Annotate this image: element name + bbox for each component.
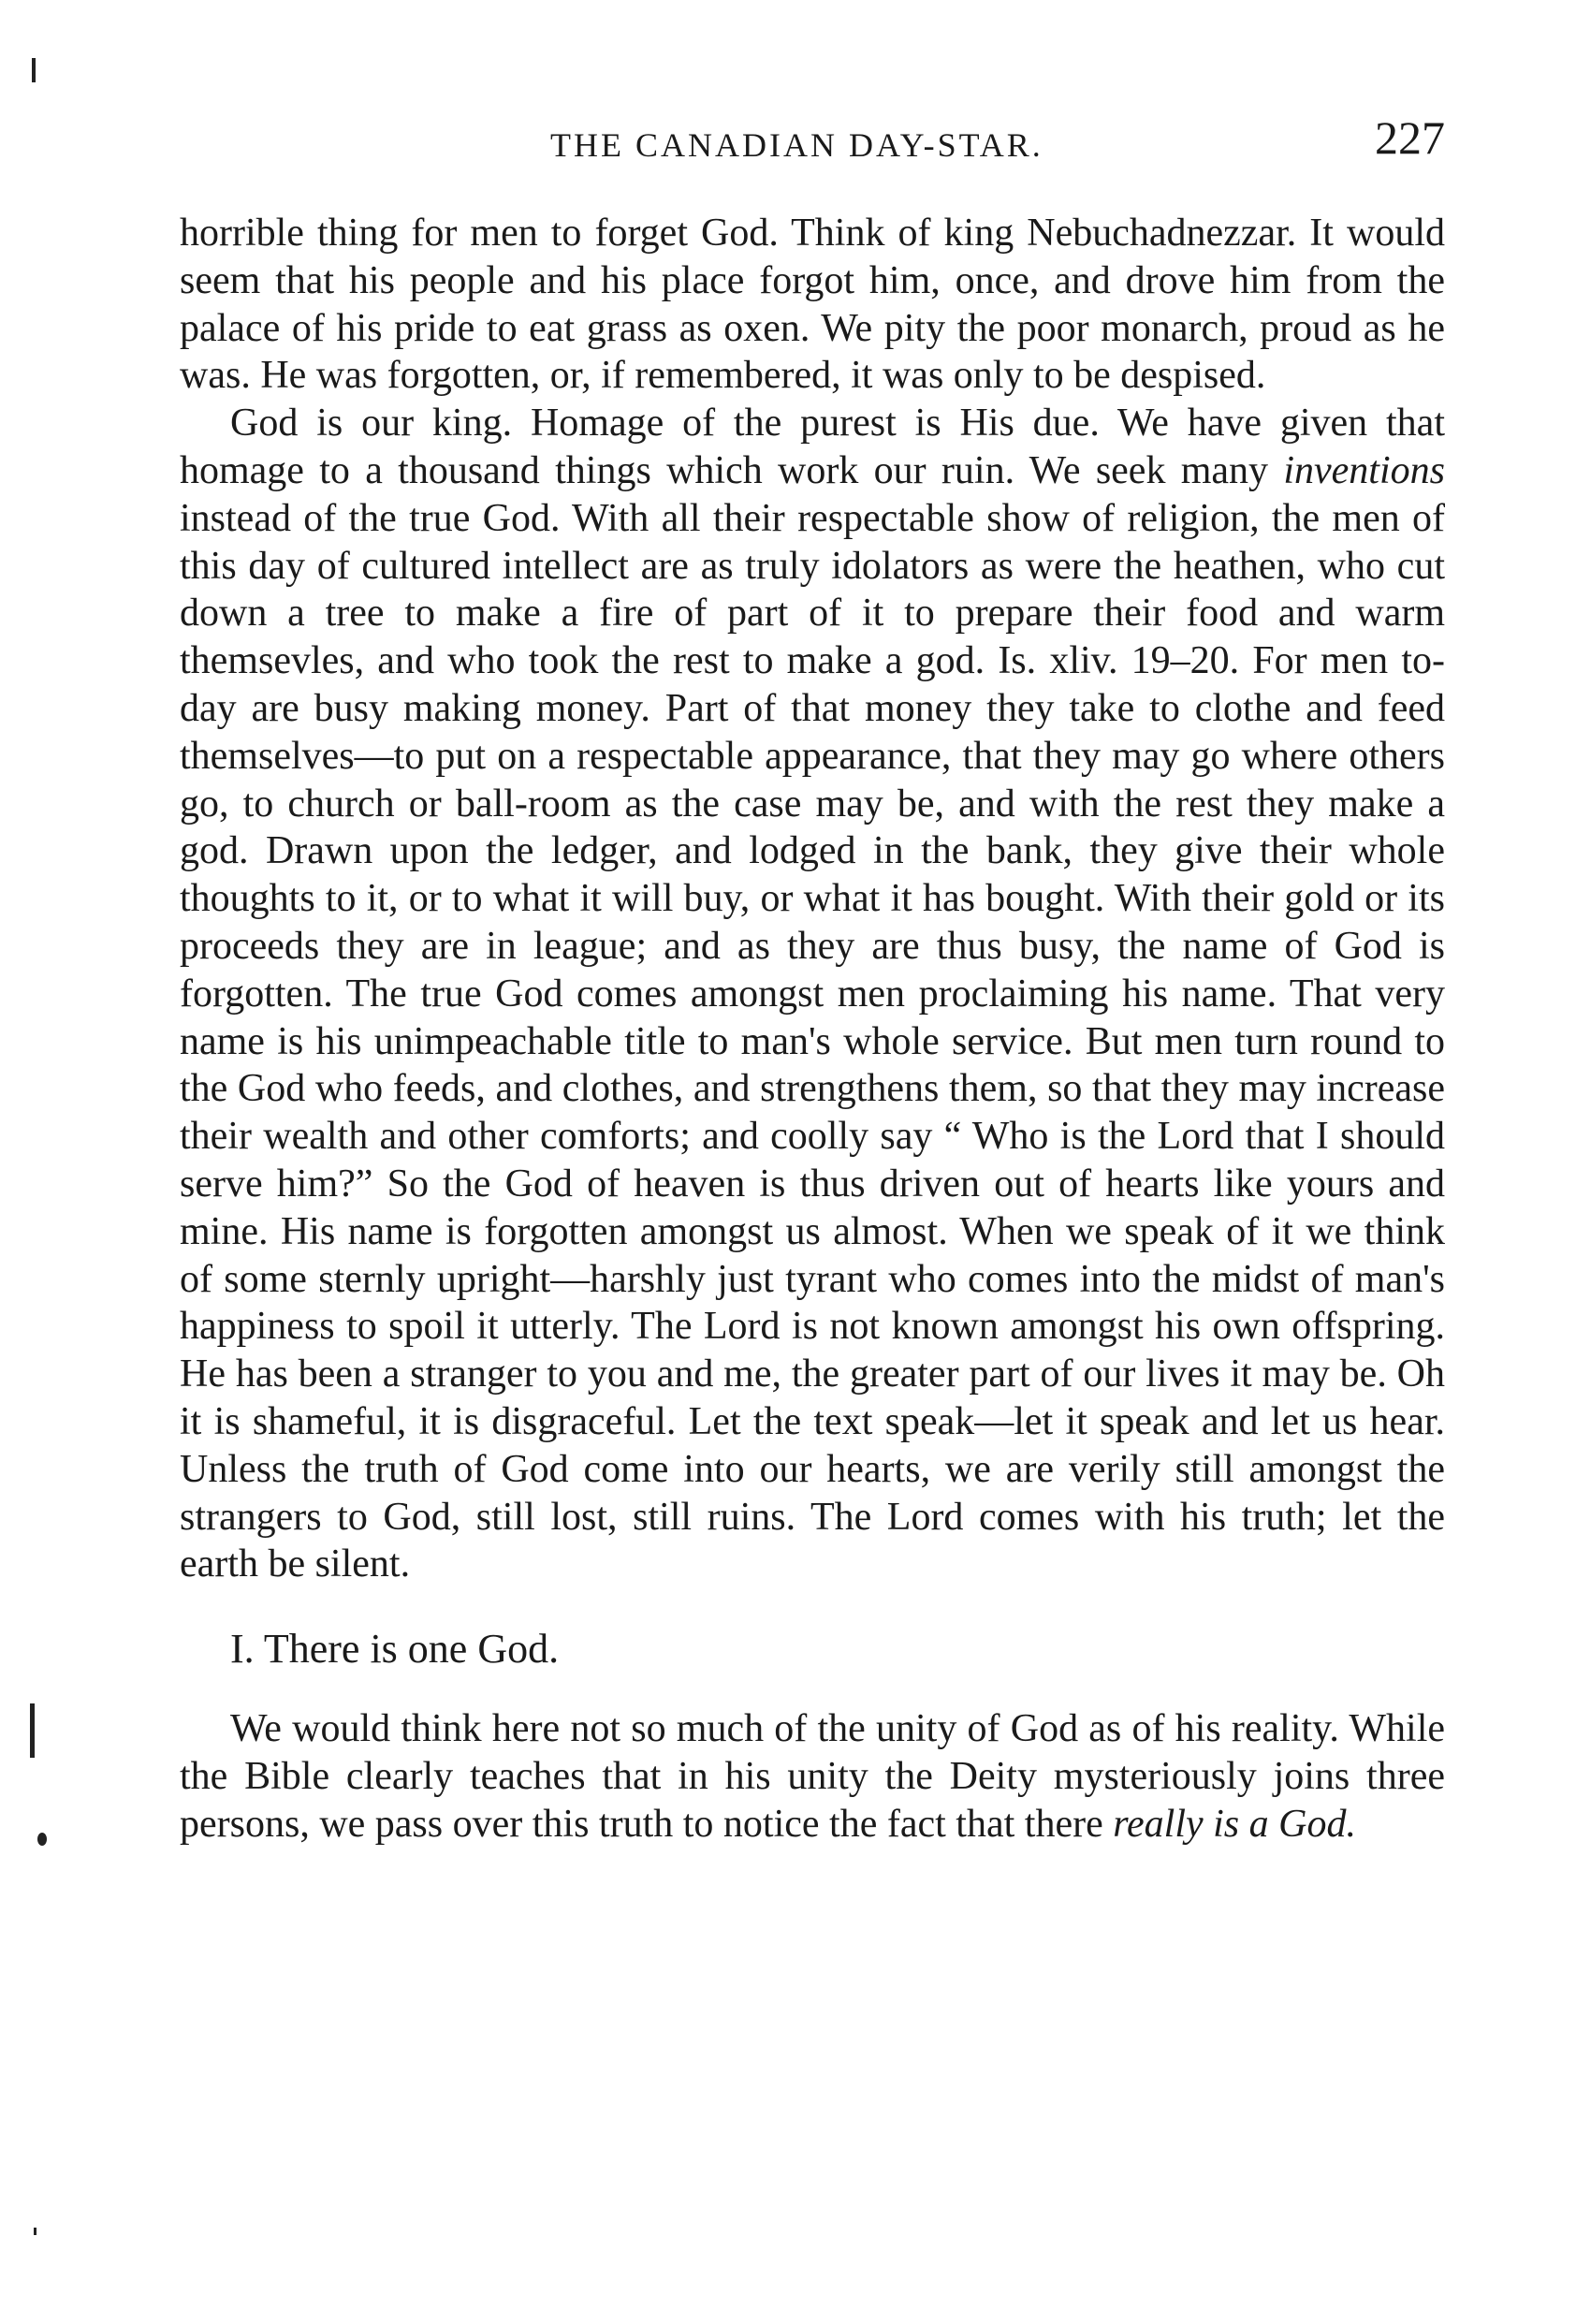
paragraph-text: God is our king. Homage of the purest is His due. We have given that homage to a thousand things which work our ruin. We seek many: [180, 402, 1445, 492]
margin-speck: [37, 1833, 47, 1846]
paragraph-god-is-our-king: [180, 400, 1445, 1588]
page-number: 227: [1375, 111, 1445, 164]
italic-really-is-a-god: really is a God.: [1113, 1802, 1356, 1846]
running-head: [180, 110, 1445, 176]
paragraph-text: instead of the true God. With all their respectable show of religion, the men of this day of cultured intellect are as truly idolators as were the heathen, who cut down a tree to make a fire of part of it to prepare their food and warm themsevles, and who took the rest to make a god. Is. xliv. 19–20. For men to-day are busy making money. Part of that money they take to clothe and feed themselves—to put on a respectable appearance, that they may go where others go, to church or ball-room as the case may be, and with the rest they make a god. Drawn upon the ledger, and lodged in the bank, they give their whole thoughts to it, or to what it will buy, or what it has bought. With their gold or its proceeds they are in league; and as they are thus busy, the name of God is forgotten. The true God comes amongst men proclaiming his name. That very name is his unimpeachable title to man's whole service. But men turn round to the God who feeds, and clothes, and strengthens them, so that they may increase their wealth and other comforts; and coolly say “ Who is the Lord that I should serve him?” So the God of heaven is thus driven out of hearts like yours and mine. His name is forgotten amongst us almost. When we speak of it we think of some sternly upright—harshly just tyrant who comes into the midst of man's happiness to spoil it utterly. The Lord is not known amongst his own offspring. He has been a stranger to you and me, the greater part of our lives it may be. Oh it is shameful, it is disgraceful. Let the text speak—let it speak and let us hear. Unless the truth of God come into our hearts, we are verily still amongst the strangers to God, still lost, still ruins. The Lord comes with his truth; let the earth be silent.: [180, 496, 1445, 1586]
margin-speck: [30, 1703, 35, 1758]
margin-speck: [34, 2228, 36, 2235]
section-heading: I. There is one God.: [230, 1626, 560, 1673]
paragraph-text: We would think here not so much of the unity of God as of his reality. While the Bible clearly teaches that in his unity the Deity mysteriously joins three persons, we pass over this truth to notice the fact that there: [180, 1706, 1445, 1846]
margin-speck: [32, 58, 36, 82]
italic-inventions: inventions: [1283, 448, 1445, 492]
body-text: [180, 210, 1445, 1848]
paragraph-reality: [180, 1705, 1445, 1848]
paragraph-continuation: horrible thing for men to forget God. Think of king Nebuchadnezzar. It would seem that his people and his place forgot him, once, and drove him from the palace of his pride to eat grass as oxen. We pity the poor monarch, proud as he was. He was forgotten, or, if remembered, it was only to be despised.: [180, 212, 1445, 398]
running-title: THE CANADIAN DAY-STAR.: [550, 126, 1043, 164]
